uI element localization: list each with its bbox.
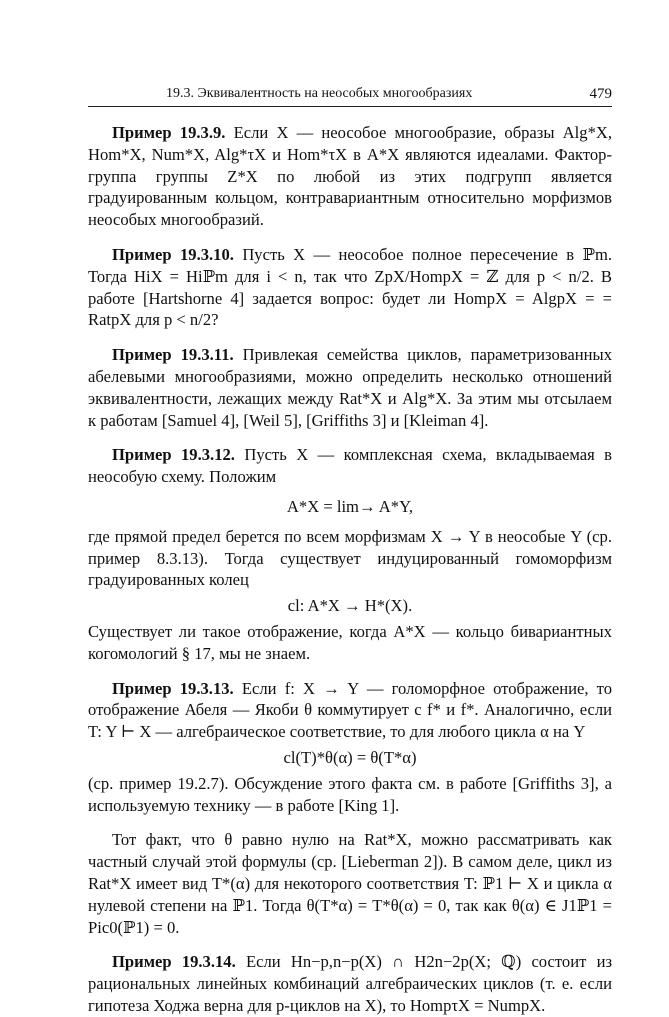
example-label: Пример 19.3.10. (112, 244, 234, 264)
example-text: Если f: X → Y — голоморфное отображение, то отображение Абеля — Якоби θ коммутирует с f* и f*. Аналогично, если T: Y ⊢ X — алгебраическое соответствие, то для любого цикла α на Y (88, 678, 612, 742)
paragraph: Тот факт, что θ равно нулю на Rat*X, можно рассматривать как частный случай этой формулы (ср. [Lieberman 2]). В самом деле, цикл из Rat*X имеет вид T*(α) для некоторого соответствия T: ℙ1 ⊢ X и цикла α нулевой степени на ℙ1. Тогда θ(T*α) = T*θ(α) = 0, так как θ(α) ∈ J1ℙ1 = Pic0(ℙ1) = 0. (88, 830, 612, 937)
example-label: Пример 19.3.11. (112, 345, 234, 365)
example-text: Привлекая семейства циклов, параметризованных абелевыми многообразиями, можно определить несколько отношений эквивалентности, лежащих между Rat*X и Alg*X. За этим мы отсылаем к работам [Samuel 4], [Weil 5], [Griffiths 3] и [Kleiman 4]. (88, 345, 612, 430)
paragraph: Существует ли такое отображение, когда A*X — кольцо бивариантных когомологий § 17, мы не знаем. (88, 621, 612, 663)
running-title: 19.3. Эквивалентность на неособых многообразиях (166, 86, 473, 101)
paragraph: где прямой предел берется по всем морфизмам X → Y в неособые Y (ср. пример 8.3.13). Тогда существует индуцированный гомоморфизм градуированных колец (88, 526, 612, 590)
example-19-3-9 (88, 122, 612, 231)
example-label: Пример 19.3.12. (112, 445, 235, 465)
example-text: Если X — неособое многообразие, образы Alg*X, Hom*X, Num*X, Alg*τX и Hom*τX в A*X являются идеалами. Фактор-группа группы Z*X по любой из этих подгрупп является градуированным кольцом, контравариантным относительно морфизмов неособых многообразий. (88, 123, 613, 230)
example-text: Пусть X — комплексная схема, вкладываемая в неособую схему. Положим (88, 445, 612, 487)
display-formula: A*X = lim→ A*Y, (286, 496, 414, 516)
example-19-3-11 (88, 344, 612, 431)
page-body (88, 122, 612, 1017)
page-number: 479 (589, 86, 612, 102)
paragraph: (ср. пример 19.2.7). Обсуждение этого факта см. в работе [Griffiths 3], а используемую технику — в работе [King 1]. (88, 773, 612, 815)
example-text: Пусть X — неособое полное пересечение в ℙm. Тогда HiX = Hiℙm для i < n, так что ZpX/HompX = ℤ для p < n/2. В работе [Hartshorne 4] задается вопрос: будет ли HompX = AlgpX = = RatpX для p < n/2? (88, 244, 612, 330)
example-label: Пример 19.3.14. (112, 952, 236, 972)
example-label: Пример 19.3.13. (112, 678, 234, 698)
example-label: Пример 19.3.9. (112, 123, 226, 142)
example-text: Если Hn−p,n−p(X) ∩ H2n−2p(X; ℚ) состоит из рациональных линейных комбинаций алгебраических циклов (т. е. если гипотеза Ходжа верна для p-циклов на X), то HompτX = NumpX. (88, 952, 613, 1015)
example-19-3-12 (88, 444, 612, 488)
display-formula: cl(T)*θ(α) = θ(T*α) (283, 747, 417, 767)
display-formula: cl: A*X → H*(X). (287, 596, 413, 616)
running-header (88, 84, 612, 107)
example-19-3-10 (88, 244, 612, 331)
example-19-3-14 (88, 951, 612, 1016)
example-19-3-13 (88, 678, 612, 743)
